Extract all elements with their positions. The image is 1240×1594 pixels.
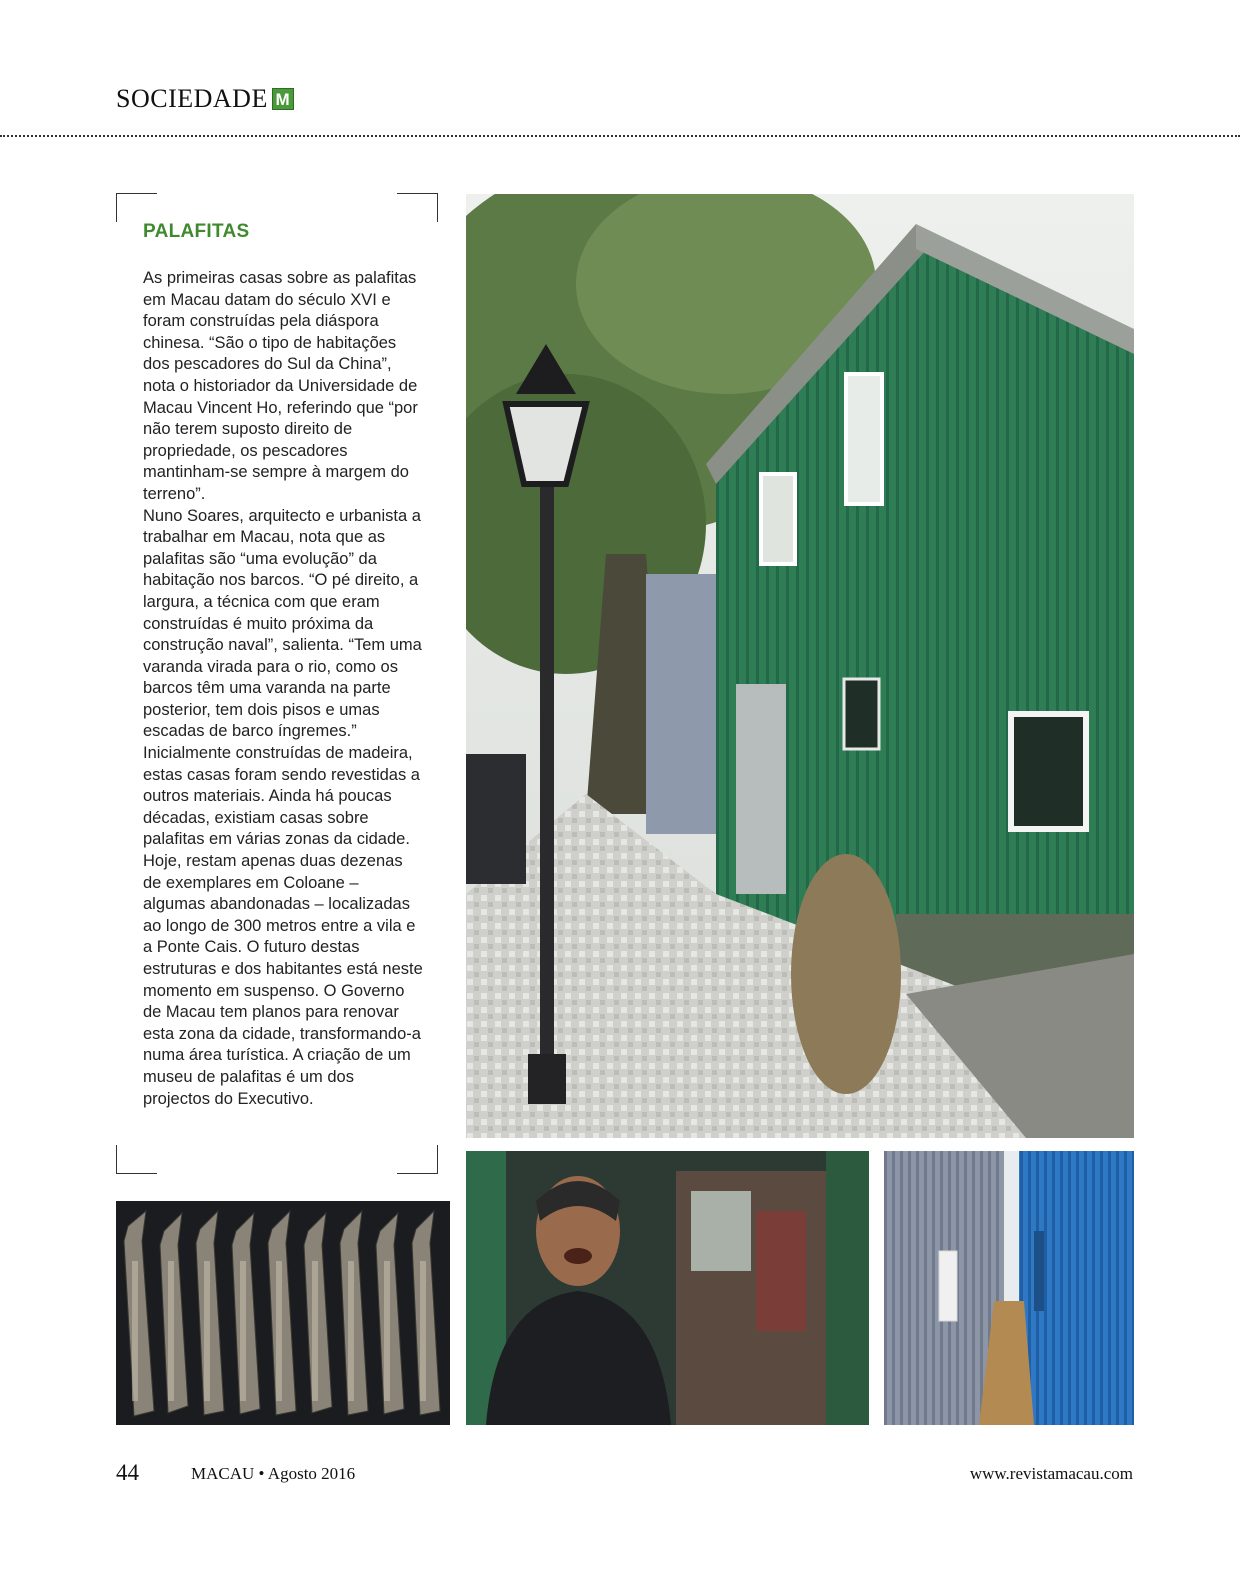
page-number: 44 (116, 1460, 139, 1485)
photo-elderly-woman (466, 1151, 869, 1425)
section-name: SOCIEDADE (116, 84, 268, 113)
sidebar-paragraph: Nuno Soares, arquitecto e urbanista a trabalhar em Macau, nota que as palafitas são “uma evolução” da habitação nos barcos. “O pé direito, a largura, a técnica com que eram construídas é muito próxima da construção naval”, salienta. “Tem uma varanda virada para o rio, como os barcos têm uma varanda na parte posterior, tem dois pisos e umas escadas de barco íngremes.” (143, 506, 422, 741)
sidebar-heading: PALAFITAS (143, 221, 250, 242)
magazine-url: www.revistamacau.com (969, 1464, 1133, 1483)
sidebar-paragraph: Inicialmente construídas de madeira, estas casas foram sendo revestidas a outros materiais. Ainda há poucas décadas, existiam casas sobre palafitas em várias zonas da cidade. Hoje, restam apenas duas dezenas de exemplares em Coloane – algumas abandonadas – localizadas ao longo de 300 metros entre a vila e a Ponte Cais. O futuro destas estruturas e dos habitantes está neste momento em suspenso. O Governo de Macau tem planos para renovar esta zona da cidade, transformando-a numa área turística. A criação de um museu de palafitas é um dos projectos do Executivo. (143, 744, 423, 1108)
photo-dried-fish (116, 1201, 450, 1425)
frame-corner (397, 1145, 438, 1174)
photo-green-stilt-house (466, 194, 1134, 1138)
photo-blue-alley (884, 1151, 1134, 1425)
sidebar-paragraph: As primeiras casas sobre as palafitas em Macau datam do século XVI e foram construídas pela diáspora chinesa. “São o tipo de habitações dos pescadores do Sul da China”, nota o historiador da Universidade de Macau Vincent Ho, referindo que “por não terem suposto direito de propriedade, os pescadores mantinham-se sempre à margem do terreno”. (143, 269, 418, 503)
frame-corner (116, 193, 157, 222)
section-header (116, 84, 294, 114)
header-divider (0, 135, 1240, 137)
frame-corner (116, 1145, 157, 1174)
magazine-logo-icon: M (272, 88, 294, 110)
magazine-issue: MACAU • Agosto 2016 (191, 1464, 356, 1483)
frame-corner (397, 193, 438, 222)
sidebar-body (143, 268, 425, 1110)
sidebar-box (116, 193, 438, 1174)
